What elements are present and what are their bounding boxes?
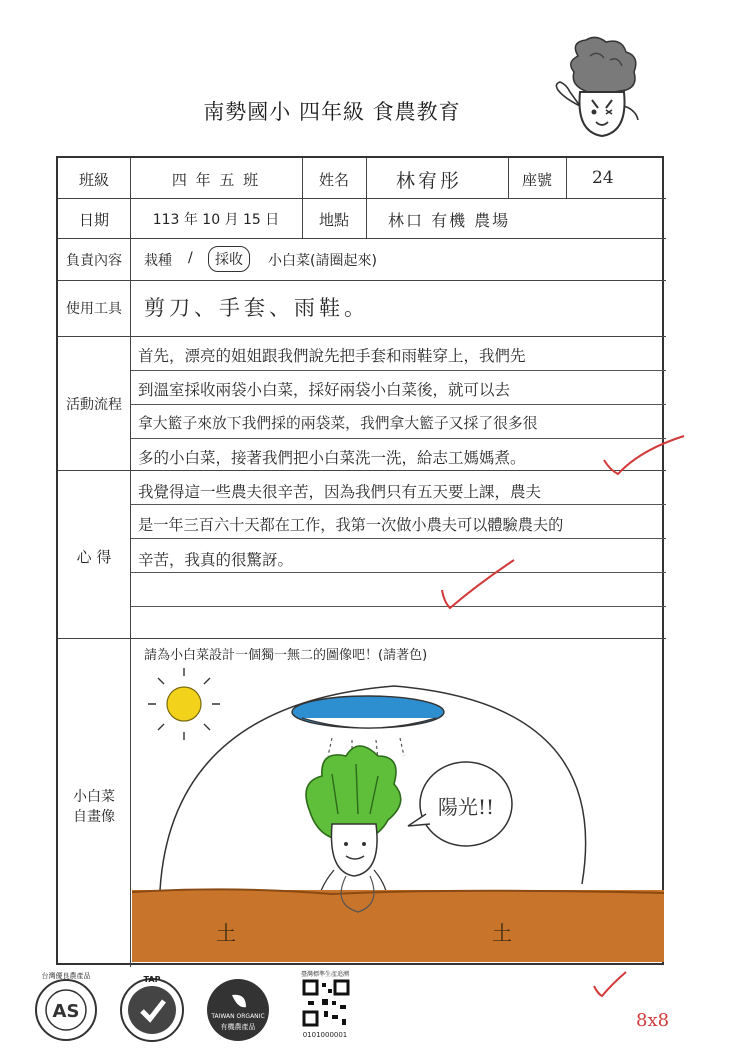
ruled-line [130,606,666,607]
tools-label: 使用工具 [66,301,122,317]
tap-logo-icon [116,975,188,1045]
place-label: 地點 [318,211,349,229]
logo3-sub: 有機農產品 [220,1023,256,1031]
bok-choy-mascot-icon [540,36,652,144]
class-label: 班級 [78,171,109,189]
qr-code-icon [302,979,350,1027]
place-value: 林口 有機 農場 [388,211,511,230]
qr-number: 0101000001 [302,1031,348,1039]
process-line: 到溫室採收兩袋小白菜，採好兩袋小白菜後，就可以去 [138,381,511,399]
column-divider [566,158,567,198]
soil-label: 土 [216,921,236,945]
row-divider [58,238,666,239]
process-line: 首先，漂亮的姐姐跟我們說先把手套和雨鞋穿上，我們先 [138,347,526,365]
red-check-icon [600,430,690,480]
duty-separator: / [188,250,193,266]
logo2-text: TAP [143,975,161,984]
duty-label: 負責內容 [66,253,122,269]
column-divider [366,158,367,238]
row-divider [58,638,666,639]
duty-option-plant: 栽種 [144,253,172,269]
row-divider [58,280,666,281]
reflection-line: 辛苦，我真的很驚訝。 [138,551,294,569]
seat-value: 24 [592,168,614,188]
speech-text: 陽光!! [437,795,495,819]
ruled-line [130,404,666,405]
tools-value: 剪刀、手套、雨鞋。 [144,296,369,320]
column-divider [130,158,131,967]
row-divider [58,336,666,337]
duty-option-harvest-circled: 採收 [208,246,250,272]
bok-choy-drawing [132,664,664,964]
sun-icon [148,668,220,740]
ruled-line [130,538,666,539]
process-line: 多的小白菜，接著我們把小白菜洗一洗，給志工媽媽煮。 [138,449,526,467]
red-check-icon [590,968,630,998]
name-label: 姓名 [318,171,349,189]
process-label: 活動流程 [66,397,122,413]
logo1-text: 台灣優良農產品 [41,972,91,980]
soil-band [132,890,664,962]
taiwan-organic-logo-icon [202,975,274,1045]
portrait-label: 小白菜 [73,789,115,805]
class-value: 四 年 五 班 [171,171,261,189]
reflection-label: 心 得 [76,548,112,566]
process-line: 拿大籃子來放下我們採的兩袋菜，我們拿大籃子又採了很多很 [138,415,538,432]
reflection-line: 我覺得這一些農夫很辛苦，因為我們只有五天要上課，農夫 [138,483,542,501]
ruled-line [130,504,666,505]
name-value: 林宥彤 [396,170,463,192]
portrait-prompt: 請為小白菜設計一個獨一無二的圖像吧！(請著色) [144,648,428,663]
portrait-label: 自畫像 [73,809,115,825]
duty-item: 小白菜(請圈起來) [268,253,377,269]
svg-text:AS: AS [52,1001,80,1022]
red-check-icon [438,556,518,612]
ruled-line [130,572,666,573]
ruled-line [130,370,666,371]
bok-choy-character-icon [306,746,401,900]
row-divider [58,470,666,471]
date-value: 113 年 10 月 15 日 [152,212,280,228]
date-label: 日期 [78,211,109,229]
qr-caption: 臺灣標準生產追溯 [300,971,349,978]
reflection-line: 是一年三百六十天都在工作，我第一次做小農夫可以體驗農夫的 [138,516,564,534]
certification-logos [30,971,360,1045]
logo3-text: TAIWAN ORGANIC [211,1013,265,1020]
seat-label: 座號 [521,171,552,189]
ruled-line [130,438,666,439]
grade-mark: 8x8 [636,1010,670,1031]
activity-form [56,156,664,965]
row-divider [58,198,666,199]
soil-label: 土 [492,921,512,945]
cas-quality-logo-icon [30,975,102,1045]
page-title: 南勢國小 四年級 食農教育 [203,100,461,124]
